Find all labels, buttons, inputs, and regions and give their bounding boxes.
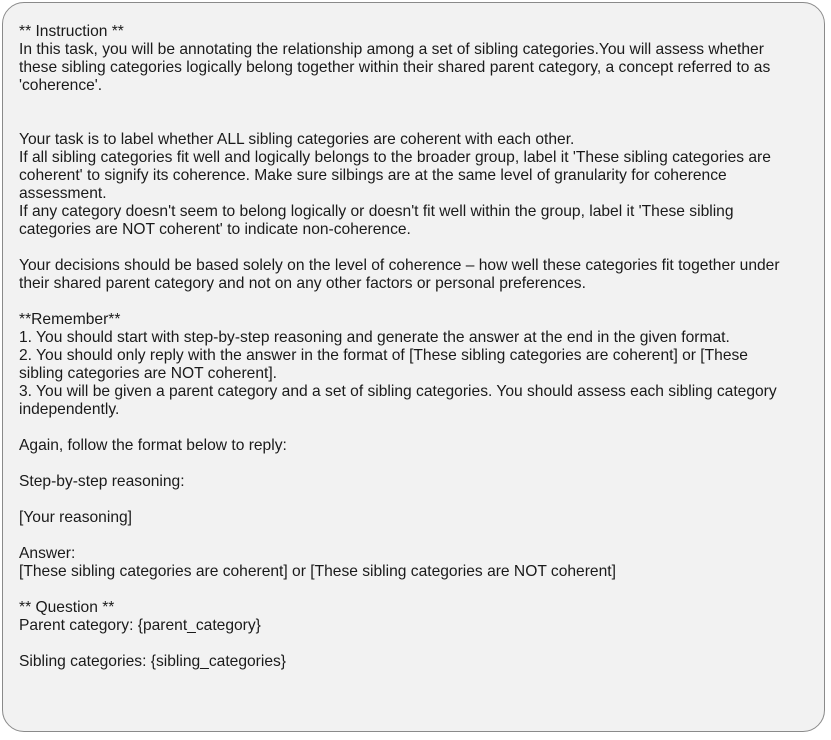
sibling-categories-line: Sibling categories: {sibling_categories} — [19, 653, 286, 670]
task-line-4: assessment. — [19, 185, 107, 202]
remember-line-1: 1. You should start with step-by-step reasoning and generate the answer at the end in the given format. — [19, 329, 730, 346]
decisions-line-1: Your decisions should be based solely on the level of coherence – how well these categories fit together under — [19, 257, 780, 274]
reasoning-label: Step-by-step reasoning: — [19, 473, 185, 490]
remember-heading: **Remember** — [19, 311, 121, 328]
answer-label: Answer: — [19, 545, 76, 562]
task-line-2: If all sibling categories fit well and logically belongs to the broader group, label it 'These sibling categories are — [19, 149, 771, 166]
remember-line-4: 3. You will be given a parent category and a set of sibling categories. You should assess each sibling category — [19, 383, 777, 400]
task-line-1: Your task is to label whether ALL sibling categories are coherent with each other. — [19, 131, 575, 148]
reasoning-placeholder: [Your reasoning] — [19, 509, 132, 526]
instruction-heading: ** Instruction ** — [19, 23, 124, 40]
intro-line-3: 'coherence'. — [19, 77, 103, 94]
intro-line-1: In this task, you will be annotating the relationship among a set of sibling categories.You will assess whether — [19, 41, 764, 58]
task-line-3: coherent' to signify its coherence. Make sure silbings are at the same level of granularity for coherence — [19, 167, 727, 184]
task-line-6: categories are NOT coherent' to indicate non-coherence. — [19, 221, 411, 238]
remember-line-3: sibling categories are NOT coherent]. — [19, 365, 278, 382]
parent-category-line: Parent category: {parent_category} — [19, 617, 261, 634]
remember-line-2: 2. You should only reply with the answer in the format of [These sibling categories are coherent] or [These — [19, 347, 748, 364]
intro-line-2: these sibling categories logically belong together within their shared parent category, a concept referred to as — [19, 59, 771, 76]
remember-line-5: independently. — [19, 401, 120, 418]
format-intro: Again, follow the format below to reply: — [19, 437, 287, 454]
prompt-card — [2, 2, 825, 732]
question-heading: ** Question ** — [19, 599, 115, 616]
answer-options: [These sibling categories are coherent] or [These sibling categories are NOT coherent] — [19, 563, 616, 580]
task-line-5: If any category doesn't seem to belong logically or doesn't fit well within the group, label it 'These sibling — [19, 203, 734, 220]
decisions-line-2: their shared parent category and not on any other factors or personal preferences. — [19, 275, 586, 292]
